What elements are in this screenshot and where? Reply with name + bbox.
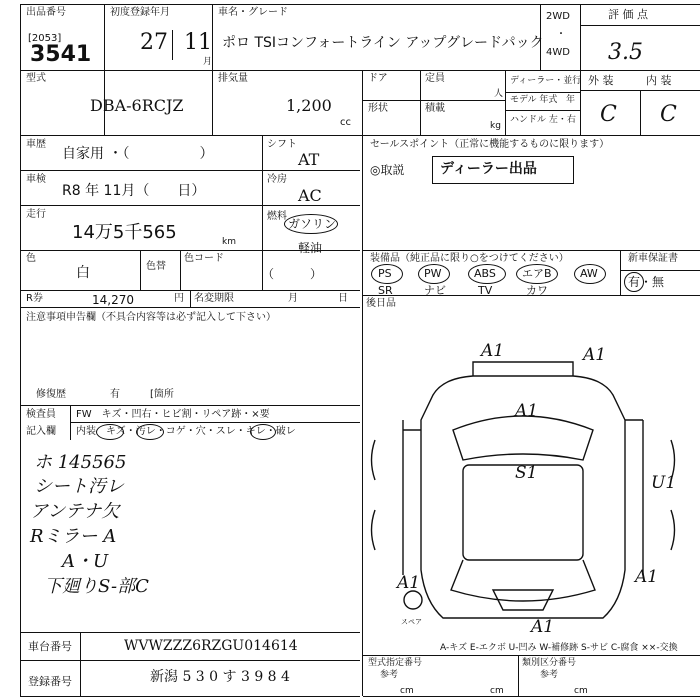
- warranty-value: 有・無: [628, 275, 665, 289]
- tax-label: 名変期限: [194, 293, 234, 304]
- cap-unit: 人: [494, 89, 504, 99]
- mark-rear: A1: [531, 617, 555, 637]
- note-line-1: ホ 145565: [34, 452, 127, 473]
- lot-sub: [2053]: [28, 33, 62, 44]
- score-value: 3.5: [608, 40, 643, 65]
- int-label: 内 装: [646, 74, 672, 87]
- tax-month: 月: [288, 293, 298, 304]
- equip-pw: PW: [424, 267, 442, 280]
- plate-label: 登録番号: [28, 675, 72, 688]
- plate-value: 新潟 5 3 0 す 3 9 8 4: [150, 669, 290, 685]
- model-year-label: モデル 年式: [510, 95, 558, 105]
- inspector-label-1: 検査員: [26, 409, 56, 420]
- color-code-label: 色コード: [184, 253, 224, 264]
- disp-label: 排気量: [218, 73, 248, 84]
- equip-abs: ABS: [474, 267, 496, 280]
- model-label: 車名・グレード: [218, 7, 288, 18]
- handle-label: ハンドル 左・右: [510, 115, 576, 125]
- type-value: DBA-6RCJZ: [90, 96, 184, 115]
- drive-dot: ・: [556, 29, 566, 40]
- year-unit: 年: [566, 95, 576, 105]
- note-line-3: アンテナ欠: [30, 501, 120, 522]
- recycle-label: R券: [26, 293, 43, 304]
- mark-front-right: A1: [583, 345, 607, 365]
- equipment-label: 装備品（純正品に限り○をつけてください）: [370, 253, 569, 264]
- ac-value: AC: [298, 186, 322, 205]
- mark-rear-right: A1: [635, 567, 659, 587]
- equip-circle-abs: [468, 264, 506, 284]
- fuel-gas: ガソリン: [288, 217, 337, 231]
- load-label: 積載: [425, 103, 445, 114]
- dealer-label: ディーラー・並行: [510, 76, 582, 86]
- month-unit: 月: [203, 57, 213, 67]
- dealer-box-text: ディーラー出品: [440, 161, 537, 177]
- ac-label: 冷房: [267, 174, 287, 185]
- ref-2: 参考: [540, 670, 559, 680]
- mark-hood: A1: [515, 401, 539, 421]
- score-label: 評 価 点: [608, 8, 648, 21]
- fuel-label: 燃料: [267, 211, 287, 222]
- size-cm-2: cm: [490, 686, 504, 696]
- disp-value: 1,200: [286, 96, 332, 115]
- chassis-label: 車台番号: [28, 640, 72, 653]
- reg-label: 初度登録年月: [110, 7, 170, 18]
- repair-place: [箇所: [150, 389, 174, 400]
- inspection-value: R8 年 11月（ 日）: [62, 183, 206, 199]
- size-cm-1: cm: [400, 686, 414, 696]
- inspector-line-1: FW キズ・凹右・ヒビ割・リペア跡・×要: [76, 409, 270, 420]
- int-grade: C: [660, 102, 677, 127]
- shift-label: シフト: [267, 139, 297, 150]
- rear-label: 後日品: [366, 298, 396, 309]
- equip-leather: カワ: [526, 284, 548, 297]
- equip-airbag: エアB: [522, 267, 552, 280]
- shape-label: 形状: [368, 103, 388, 114]
- color-code-paren: （ ）: [262, 267, 323, 281]
- mileage-value: 14万5千565: [72, 222, 177, 243]
- manual-text: ◎取説: [370, 163, 405, 177]
- drive-2wd: 2WD: [546, 11, 570, 22]
- color-change-label: 色替: [146, 261, 166, 272]
- class-label: 類別区分番号: [522, 658, 577, 668]
- equip-circle-pw: [418, 264, 450, 284]
- mileage-unit: km: [222, 237, 236, 247]
- tax-day: 日: [338, 293, 348, 304]
- mark-roof: S1: [515, 463, 538, 483]
- mark-front-left: A1: [481, 341, 505, 361]
- shift-value: AT: [298, 150, 320, 169]
- equip-circle-aw: [574, 264, 606, 284]
- mark-right-side: U1: [651, 473, 677, 493]
- size-cm-3: cm: [574, 686, 588, 696]
- warranty-circle: [624, 272, 644, 292]
- note-line-6: 下廻りS-部C: [44, 576, 149, 597]
- drive-4wd: 4WD: [546, 47, 570, 58]
- history-value: 自家用 ・（ ）: [62, 146, 214, 162]
- ext-grade: C: [600, 102, 617, 127]
- note-line-5: A・U: [62, 551, 109, 572]
- recycle-unit: 円: [174, 293, 184, 304]
- equip-sr: SR: [378, 284, 393, 297]
- spare-label: スペア: [401, 618, 422, 626]
- equip-tv: TV: [478, 284, 493, 297]
- door-label: ドア: [368, 73, 388, 84]
- cap-label: 定員: [425, 73, 445, 84]
- warranty-label: 新車保証書: [628, 253, 678, 264]
- reg-month: 11: [184, 30, 212, 55]
- disp-unit: cc: [340, 117, 351, 128]
- inspector-label-2: 記入欄: [26, 426, 56, 437]
- equip-circle-airbag: [516, 264, 558, 284]
- notes-label: 注意事項申告欄（不具合内容等は必ず記入して下さい）: [26, 312, 276, 323]
- model-name: ポロ TSIコンフォートライン アップグレードパック: [222, 35, 544, 51]
- fuel-diesel: 軽油: [298, 241, 323, 255]
- car-diagram: [363, 340, 700, 640]
- mark-circle-1: [96, 424, 124, 440]
- note-line-2: シート汚レ: [34, 476, 124, 497]
- note-line-4: Rミラー A: [30, 526, 117, 547]
- type-label: 型式: [26, 73, 46, 84]
- color-label: 色: [26, 253, 36, 264]
- reg-year: 27: [140, 30, 168, 55]
- lot-label: 出品番号: [26, 7, 66, 18]
- mileage-label: 走行: [26, 209, 46, 220]
- damage-legend: A-キズ E-エクボ U-凹み W-補修跡 S-サビ C-腐食 ××-交換: [440, 643, 678, 653]
- mark-circle-3: [250, 424, 276, 440]
- repair-value: 有: [110, 389, 120, 400]
- fixed-label: 型式指定番号: [368, 658, 423, 668]
- color-value: 白: [76, 265, 90, 281]
- equip-navi: ナビ: [424, 284, 446, 297]
- ext-label: 外 装: [588, 74, 614, 87]
- recycle-value: 14,270: [92, 293, 134, 307]
- chassis-value: WVWZZZ6RZGU014614: [124, 638, 298, 654]
- repair-label: 修復歴: [36, 389, 66, 400]
- ref-1: 参考: [380, 670, 399, 680]
- equip-circle-ps: [371, 264, 403, 284]
- equip-aw: AW: [580, 267, 598, 280]
- mark-rear-left: A1: [397, 573, 421, 593]
- sales-label: セールスポイント（正常に機能するものに限ります）: [370, 139, 610, 150]
- inspection-label: 車検: [26, 174, 46, 185]
- mark-circle-2: [136, 424, 164, 440]
- equip-ps: PS: [378, 267, 392, 280]
- inspector-line-2: 内装 キズ・汚レ・コゲ・穴・スレ・キレ・破レ: [76, 426, 296, 437]
- load-unit: kg: [490, 121, 501, 131]
- history-label: 車歴: [26, 139, 46, 150]
- lot-number: 3541: [30, 42, 92, 67]
